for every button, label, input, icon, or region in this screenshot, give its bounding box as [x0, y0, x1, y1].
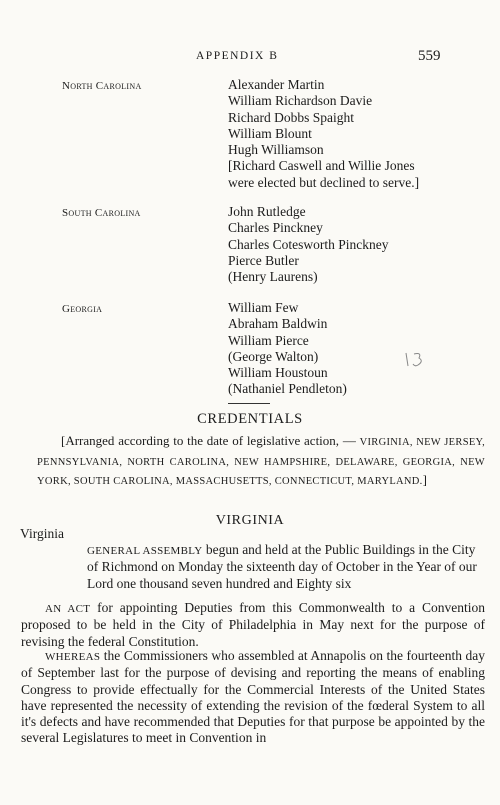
delegate-list-georgia	[228, 300, 483, 398]
state-label-south-carolina: South Carolina	[62, 207, 141, 219]
general-assembly-text: begun and held at the Public Buildings in the City of Richmond on Monday the sixteenth day of October in the Year of our Lord one thousand seven hundred and Eighty six	[87, 542, 477, 591]
delegate-note: were elected but declined to serve.]	[228, 174, 420, 190]
handwritten-annotation	[402, 349, 428, 371]
whereas-lead: WHEREAS	[45, 651, 101, 663]
act-paragraph	[21, 600, 485, 650]
delegate-list-south-carolina	[228, 204, 483, 285]
delegate-name: (George Walton)	[228, 348, 319, 364]
delegate-name: Hugh Williamson	[228, 142, 324, 158]
delegate-name: William Blount	[228, 125, 312, 141]
whereas-text: the Commissioners who assembled at Annapolis on the fourteenth day of September last for the purpose of devising and reporting the means of enabling Congress to provide effectually for the Commercial Interests of the United States have represented the necessity of extending the revision of the fœderal System to all it's defects and have recommended that Deputies for that purpose be appointed by the several Legislatures to meet in Convention in	[21, 648, 485, 746]
credentials-note-states: VIRGINIA, NEW JERSEY, PENNSYLVANIA, NORTH CAROLINA, NEW HAMPSHIRE, DELAWARE, GEORGIA, NEW YORK, SOUTH CAROLINA, MASSACHUSETTS, CONNECTICUT, MARYLAND.	[37, 437, 485, 487]
delegate-name: William Pierce	[228, 332, 309, 348]
delegate-name: William Richardson Davie	[228, 93, 373, 109]
delegate-name: Charles Pinckney	[228, 220, 323, 236]
delegate-name: William Few	[228, 300, 299, 315]
page-header	[0, 48, 500, 68]
delegate-list-north-carolina	[228, 77, 483, 191]
delegate-name: Charles Cotesworth Pinckney	[228, 236, 389, 252]
delegate-name: Alexander Martin	[228, 77, 325, 92]
delegate-note: [Richard Caswell and Willie Jones	[228, 158, 415, 174]
act-text: for appointing Deputies from this Commonwealth to a Convention proposed to be held in the City of Philadelphia in May next for the purpose of revising the federal Constitution.	[21, 600, 486, 649]
virginia-margin-label: Virginia	[20, 526, 64, 541]
state-label-georgia: Georgia	[62, 303, 103, 315]
credentials-heading: CREDENTIALS	[197, 411, 303, 427]
delegate-name: Abraham Baldwin	[228, 316, 328, 332]
general-assembly-lead: GENERAL ASSEMBLY	[87, 545, 203, 557]
delegate-name: (Henry Laurens)	[228, 269, 318, 285]
running-head: APPENDIX B	[196, 50, 279, 62]
page-number: 559	[418, 48, 441, 64]
general-assembly-paragraph	[87, 542, 485, 592]
delegate-name: Richard Dobbs Spaight	[228, 109, 354, 125]
act-lead: AN ACT	[45, 603, 91, 615]
credentials-note-close: ]	[422, 472, 427, 487]
delegate-name: (Nathaniel Pendleton)	[228, 381, 347, 397]
delegate-name: William Houstoun	[228, 365, 328, 381]
credentials-note-intro: [Arranged according to the date of legislative action, —	[61, 433, 360, 448]
whereas-paragraph	[21, 648, 485, 747]
state-label-north-carolina: North Carolina	[62, 80, 142, 92]
delegate-name: John Rutledge	[228, 204, 306, 219]
credentials-note	[37, 432, 485, 491]
section-divider	[228, 403, 270, 404]
delegate-name: Pierce Butler	[228, 252, 299, 268]
virginia-heading: VIRGINIA	[215, 513, 285, 528]
